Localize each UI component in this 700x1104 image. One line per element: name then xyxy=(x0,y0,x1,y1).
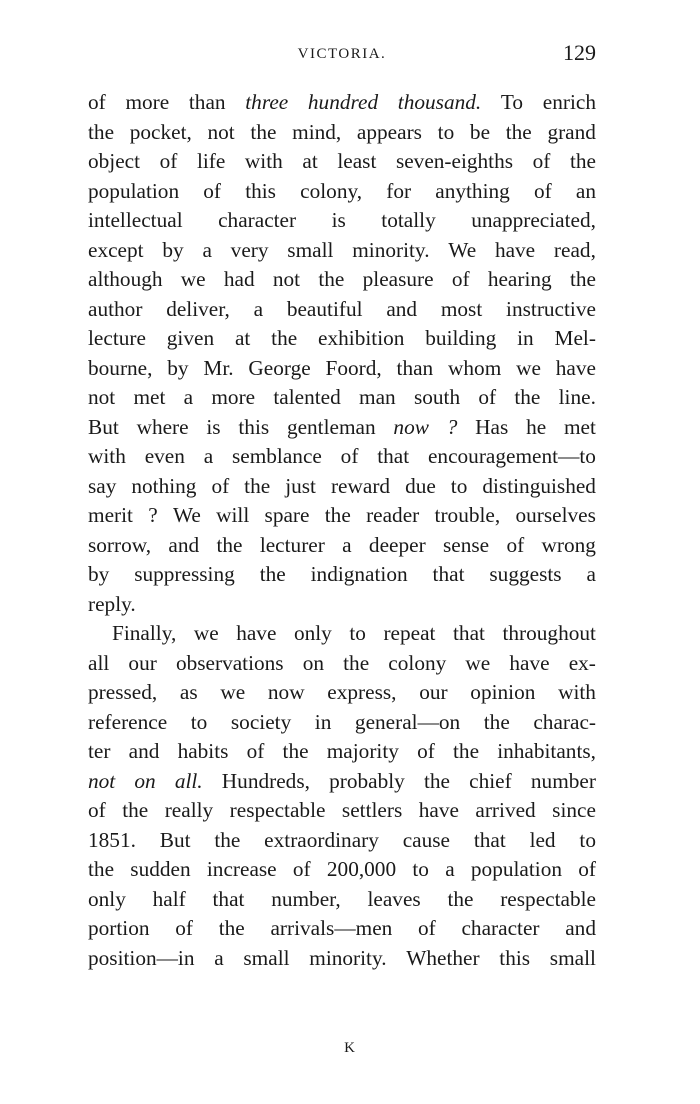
word: of xyxy=(417,739,435,763)
word: minority. xyxy=(352,237,430,262)
word: express, xyxy=(327,680,397,704)
text-line xyxy=(88,354,596,384)
text-line xyxy=(88,767,596,797)
word: extraordinary xyxy=(264,827,379,852)
word: although xyxy=(88,267,163,291)
word: talented xyxy=(273,385,341,409)
word: this xyxy=(238,414,270,439)
word: instructive xyxy=(506,296,596,321)
word: to xyxy=(190,709,208,734)
word: of xyxy=(478,385,497,409)
word: hundred xyxy=(307,90,379,114)
word: with xyxy=(88,444,126,468)
word: with xyxy=(244,149,283,173)
word: pleasure xyxy=(362,267,434,291)
text-line xyxy=(88,442,596,472)
word: than xyxy=(188,90,226,114)
word: character xyxy=(461,916,540,940)
word: south xyxy=(413,385,461,409)
word: with xyxy=(558,680,596,704)
word: to xyxy=(450,473,468,498)
word: the xyxy=(569,267,596,291)
word: reference xyxy=(88,709,168,734)
word: than xyxy=(396,355,434,380)
word: population xyxy=(470,857,562,881)
word: small xyxy=(549,945,596,970)
text-line xyxy=(88,531,596,561)
word: now xyxy=(393,414,429,439)
word: opinion xyxy=(470,680,536,704)
word: 200,000 xyxy=(326,857,397,881)
word: respectable xyxy=(229,798,326,822)
word: building xyxy=(425,326,497,350)
word: the xyxy=(318,267,345,291)
word: throughout xyxy=(502,621,596,645)
word: in xyxy=(314,709,332,734)
word: we xyxy=(516,355,541,380)
word: But xyxy=(88,414,119,439)
word: charac- xyxy=(533,709,596,734)
word: the xyxy=(271,326,298,350)
word: number, xyxy=(271,886,341,911)
word: pressed, xyxy=(88,680,158,704)
word: exhibition xyxy=(318,326,405,350)
word: the xyxy=(569,149,596,173)
word: at xyxy=(234,326,251,350)
word: of xyxy=(451,267,470,291)
word: have xyxy=(509,650,550,675)
word: grand xyxy=(547,119,596,144)
word: habits xyxy=(177,739,229,763)
word: read, xyxy=(553,237,596,262)
word: man xyxy=(359,385,396,409)
word: suppressing xyxy=(134,562,235,586)
word: of xyxy=(506,532,525,557)
word: will xyxy=(216,503,250,527)
word: sense xyxy=(442,532,490,557)
word: a xyxy=(445,857,455,881)
word: ter xyxy=(88,739,111,763)
word: led xyxy=(529,827,556,852)
word: on xyxy=(302,650,325,675)
word: But xyxy=(159,827,191,852)
running-title: VICTORIA. xyxy=(297,46,387,62)
word: spare xyxy=(264,503,310,527)
word: a xyxy=(342,532,352,557)
text-line xyxy=(88,708,596,738)
text-line xyxy=(88,206,596,236)
word: the xyxy=(259,562,286,586)
text-line xyxy=(88,324,596,354)
word: thousand. xyxy=(397,90,482,114)
word: Mel- xyxy=(554,326,596,350)
word: repeat xyxy=(383,621,436,645)
word: the xyxy=(244,473,271,498)
text-line xyxy=(88,944,596,974)
word: all xyxy=(88,650,110,675)
word: wrong xyxy=(541,532,596,557)
word: leaves xyxy=(367,886,421,911)
word: the xyxy=(88,119,115,144)
word: not xyxy=(88,768,116,793)
word: unappreciated, xyxy=(471,208,596,232)
word: only xyxy=(88,886,126,911)
word: reward xyxy=(330,473,391,498)
word: ourselves xyxy=(515,503,596,527)
word: only xyxy=(293,621,332,645)
word: all. xyxy=(174,768,203,793)
word: a xyxy=(214,945,224,970)
word: the xyxy=(423,768,450,793)
word: of xyxy=(88,90,106,114)
word: this xyxy=(245,178,276,203)
word: lecturer xyxy=(259,532,325,557)
word: portion xyxy=(88,916,150,940)
word: We xyxy=(448,237,477,262)
word: not xyxy=(272,267,301,291)
word: we xyxy=(193,621,219,645)
word: and xyxy=(565,916,596,940)
word: hearing xyxy=(487,267,552,291)
word: nothing xyxy=(131,473,197,498)
word: of xyxy=(532,149,551,173)
word: suggests xyxy=(489,562,562,586)
word: ? xyxy=(148,503,158,527)
text-line xyxy=(88,826,596,856)
word: reply. xyxy=(88,591,136,616)
word: our xyxy=(128,650,157,675)
word: have xyxy=(418,798,459,822)
word: cause xyxy=(402,827,450,852)
word: at xyxy=(302,149,318,173)
word: the xyxy=(343,650,370,675)
word: object xyxy=(88,149,141,173)
word: a xyxy=(183,385,194,409)
word: say xyxy=(88,473,117,498)
word: We xyxy=(172,503,201,527)
word: that xyxy=(377,444,410,468)
word: anything xyxy=(435,178,510,203)
word: reader xyxy=(366,503,420,527)
page-number: 129 xyxy=(563,40,596,65)
word: Finally, xyxy=(112,621,177,645)
text-line xyxy=(88,590,596,620)
word: line. xyxy=(558,385,596,409)
word: he xyxy=(526,414,547,439)
text-line xyxy=(88,855,596,885)
word: had xyxy=(223,267,255,291)
word: most xyxy=(440,296,483,321)
word: due xyxy=(405,473,436,498)
word: whom xyxy=(448,355,502,380)
word: the xyxy=(514,385,541,409)
word: we xyxy=(465,650,491,675)
word: enrich xyxy=(542,90,596,114)
word: the xyxy=(218,916,245,940)
word: Mr. xyxy=(203,355,234,380)
text-line xyxy=(88,236,596,266)
word: the xyxy=(88,857,115,881)
word: 1851. xyxy=(88,827,136,852)
word: to xyxy=(349,621,366,645)
word: beautiful xyxy=(286,296,363,321)
word: colony xyxy=(388,650,447,675)
word: general—on xyxy=(354,709,461,734)
text-line xyxy=(88,737,596,767)
word: and xyxy=(386,296,418,321)
word: of xyxy=(88,798,106,822)
word: small xyxy=(287,237,334,262)
word: Whether xyxy=(406,945,480,970)
text-line xyxy=(88,472,596,502)
word: have xyxy=(555,355,596,380)
text-line xyxy=(88,678,596,708)
word: seven-eighths xyxy=(395,149,514,173)
word: colony, xyxy=(300,178,363,203)
word: a xyxy=(202,237,212,262)
word: our xyxy=(419,680,448,704)
word: a xyxy=(586,562,596,586)
word: Foord, xyxy=(325,355,382,380)
word: indignation xyxy=(310,562,408,586)
word: of xyxy=(578,857,596,881)
word: number xyxy=(530,768,596,793)
word: the xyxy=(453,739,480,763)
word: ? xyxy=(446,414,458,439)
text-line xyxy=(88,383,596,413)
word: of xyxy=(159,149,178,173)
text-line xyxy=(88,885,596,915)
word: the xyxy=(324,503,351,527)
signature-mark: K xyxy=(344,1040,356,1056)
word: inhabitants, xyxy=(497,739,596,763)
word: the xyxy=(505,119,532,144)
word: society xyxy=(230,709,292,734)
word: and xyxy=(168,532,200,557)
word: to xyxy=(437,119,455,144)
word: lecture xyxy=(88,326,146,350)
text-line xyxy=(88,501,596,531)
word: encouragement—to xyxy=(427,444,596,468)
word: deeper xyxy=(368,532,426,557)
word: by xyxy=(88,562,110,586)
word: as xyxy=(179,680,198,704)
word: even xyxy=(144,444,185,468)
word: population xyxy=(88,178,180,203)
word: of xyxy=(203,178,222,203)
word: of xyxy=(533,178,552,203)
word: an xyxy=(575,178,596,203)
word: arrivals—men xyxy=(270,916,393,940)
word: is xyxy=(206,414,221,439)
word: for xyxy=(386,178,412,203)
word: three xyxy=(245,90,289,114)
word: have xyxy=(236,621,277,645)
word: semblance xyxy=(231,444,322,468)
word: the xyxy=(214,827,241,852)
word: of xyxy=(246,739,265,763)
word: in xyxy=(517,326,534,350)
word: of xyxy=(340,444,359,468)
word: a xyxy=(203,444,214,468)
word: more xyxy=(125,90,170,114)
word: that xyxy=(432,562,465,586)
word: is xyxy=(331,208,346,232)
word: that xyxy=(453,621,485,645)
word: deliver, xyxy=(166,296,230,321)
word: position—in xyxy=(88,945,195,970)
text-line xyxy=(88,118,596,148)
word: to xyxy=(579,827,596,852)
word: life xyxy=(196,149,226,173)
word: by xyxy=(162,237,184,262)
text-line xyxy=(88,560,596,590)
word: gentleman xyxy=(286,414,376,439)
word: merit xyxy=(88,503,133,527)
word: arrived xyxy=(475,798,536,822)
word: pocket, xyxy=(129,119,192,144)
word: George xyxy=(248,355,311,380)
word: character xyxy=(218,208,297,232)
word: To xyxy=(500,90,524,114)
word: just xyxy=(285,473,316,498)
word: the xyxy=(282,739,309,763)
word: Has xyxy=(475,414,509,439)
word: author xyxy=(88,296,143,321)
text-line xyxy=(88,177,596,207)
word: not xyxy=(88,385,116,409)
word: met xyxy=(563,414,596,439)
word: trouble, xyxy=(434,503,501,527)
word: settlers xyxy=(341,798,403,822)
word: given xyxy=(166,326,215,350)
word: half xyxy=(152,886,186,911)
word: the xyxy=(216,532,243,557)
word: very xyxy=(230,237,269,262)
word: and xyxy=(128,739,160,763)
word: this xyxy=(499,945,531,970)
word: bourne, xyxy=(88,355,153,380)
word: of xyxy=(211,473,230,498)
text-line xyxy=(88,88,596,118)
text-line xyxy=(88,295,596,325)
word: the xyxy=(447,886,474,911)
word: ex- xyxy=(568,650,596,675)
word: of xyxy=(418,916,436,940)
word: by xyxy=(167,355,189,380)
word: totally xyxy=(381,208,436,232)
word: of xyxy=(292,857,311,881)
text-line xyxy=(88,914,596,944)
word: be xyxy=(469,119,491,144)
word: sorrow, xyxy=(88,532,152,557)
word: to xyxy=(412,857,429,881)
text-line xyxy=(88,413,596,443)
word: have xyxy=(494,237,536,262)
word: we xyxy=(180,267,206,291)
text-line xyxy=(88,265,596,295)
word: met xyxy=(133,385,166,409)
word: the xyxy=(122,798,149,822)
word: really xyxy=(164,798,214,822)
word: increase xyxy=(206,857,277,881)
word: the xyxy=(250,119,277,144)
text-line xyxy=(88,649,596,679)
word: that xyxy=(473,827,506,852)
word: minority. xyxy=(309,945,387,970)
text-line xyxy=(88,619,596,649)
text-line xyxy=(88,147,596,177)
word: not xyxy=(207,119,235,144)
word: appears xyxy=(356,119,422,144)
text-line xyxy=(88,796,596,826)
word: respectable xyxy=(500,886,596,911)
word: mind, xyxy=(292,119,342,144)
word: since xyxy=(552,798,596,822)
word: on xyxy=(134,768,156,793)
word: the xyxy=(483,709,510,734)
word: distinguished xyxy=(482,473,596,498)
word: where xyxy=(136,414,189,439)
word: of xyxy=(175,916,193,940)
word: intellectual xyxy=(88,208,183,232)
word: now xyxy=(267,680,305,704)
running-head xyxy=(88,40,596,70)
word: that xyxy=(212,886,245,911)
body-text xyxy=(88,88,596,973)
word: observations xyxy=(175,650,284,675)
word: probably xyxy=(329,768,405,793)
word: Hundreds, xyxy=(221,768,310,793)
word: chief xyxy=(469,768,512,793)
word: we xyxy=(220,680,246,704)
word: more xyxy=(211,385,256,409)
word: except xyxy=(88,237,144,262)
word: small xyxy=(243,945,290,970)
word: sudden xyxy=(130,857,191,881)
word: a xyxy=(253,296,264,321)
word: majority xyxy=(326,739,399,763)
word: least xyxy=(337,149,377,173)
